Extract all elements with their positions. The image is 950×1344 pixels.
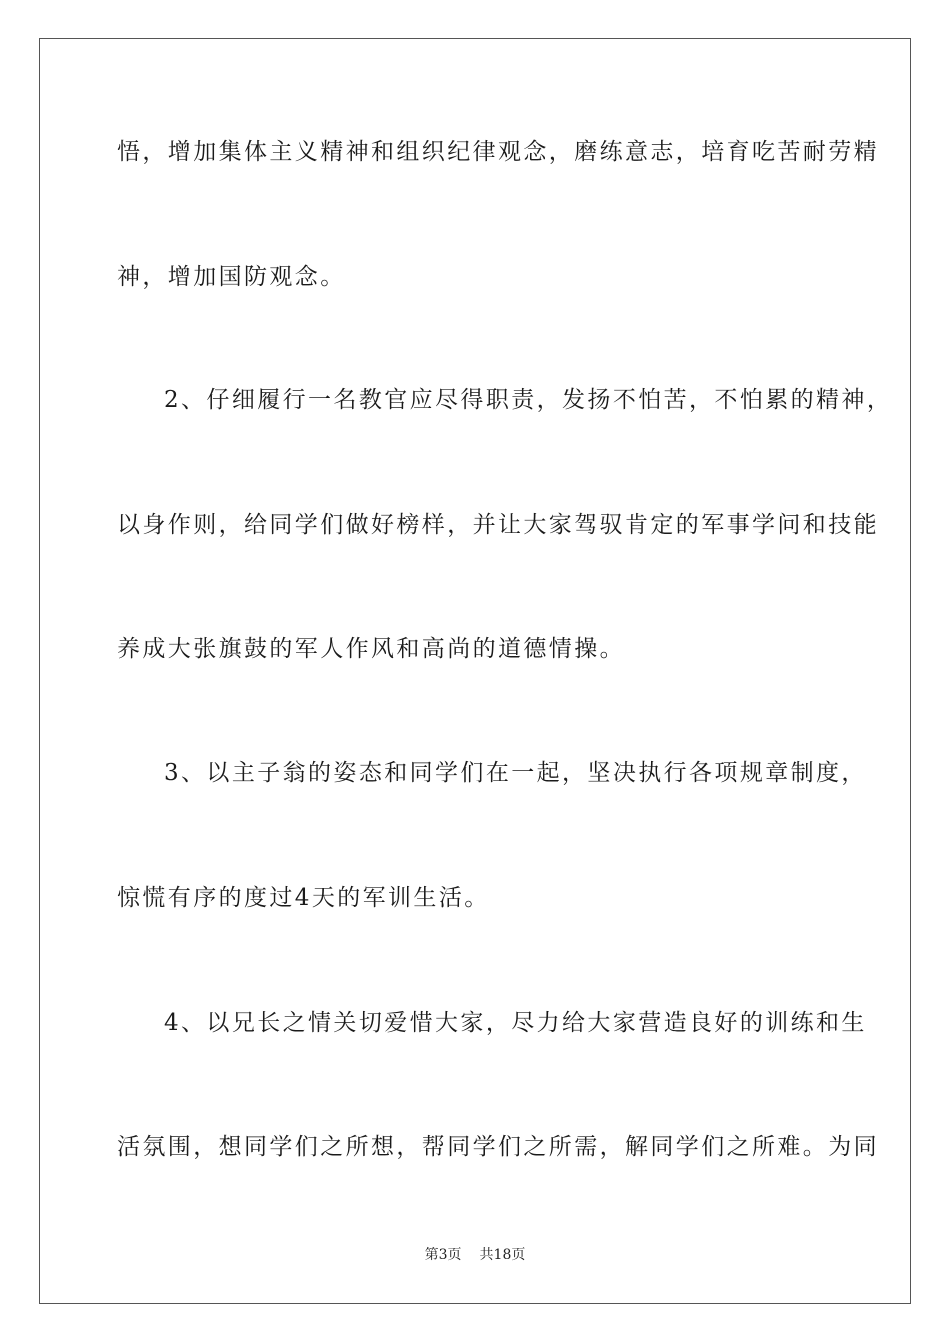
paragraph-line-7: 惊慌有序的度过4天的军训生活。: [117, 885, 490, 911]
paragraph-line-3: 2、仔细履行一名教官应尽得职责，发扬不怕苦，不怕累的精神，: [164, 387, 893, 413]
paragraph-line-2: 神，增加国防观念。: [117, 264, 346, 290]
page-footer: [0, 1246, 950, 1264]
paragraph-line-4: 以身作则，给同学们做好榜样，并让大家驾驭肯定的军事学问和技能: [117, 512, 879, 538]
page-number: 第3页: [424, 1247, 462, 1263]
paragraph-line-9: 活氛围，想同学们之所想，帮同学们之所需，解同学们之所难。为同: [117, 1134, 879, 1160]
paragraph-line-6: 3、以主子翁的姿态和同学们在一起，坚决执行各项规章制度，: [164, 760, 867, 786]
paragraph-line-1: 悟，增加集体主义精神和组织纪律观念，磨练意志，培育吃苦耐劳精: [117, 139, 879, 165]
page-total: 共18页: [479, 1247, 526, 1263]
paragraph-line-8: 4、以兄长之情关切爱惜大家，尽力给大家营造良好的训练和生: [164, 1010, 867, 1036]
paragraph-line-5: 养成大张旗鼓的军人作风和高尚的道德情操。: [117, 636, 625, 662]
page-border: [39, 38, 911, 1304]
